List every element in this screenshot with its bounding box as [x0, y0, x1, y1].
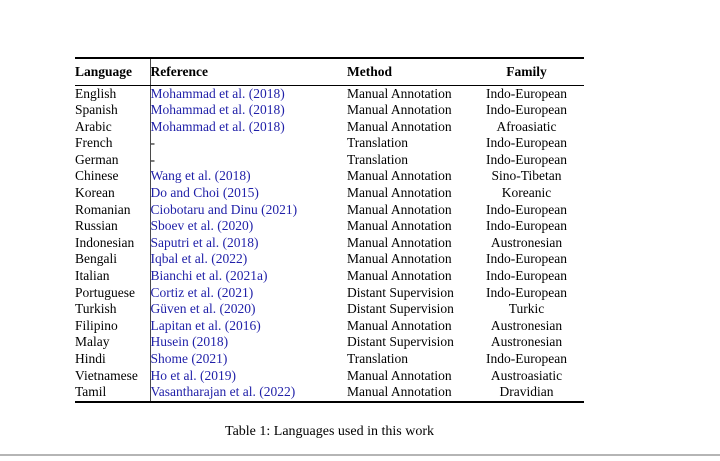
cell-family: Afroasiatic — [496, 118, 557, 134]
cell-method: Manual Annotation — [347, 102, 452, 118]
cell-method: Translation — [347, 151, 409, 167]
cell-family: Indo-European — [486, 102, 567, 118]
cell-language: Indonesian — [75, 234, 135, 250]
cell-method: Manual Annotation — [347, 317, 452, 333]
table-row — [75, 168, 584, 185]
citation-link[interactable]: Ciobotaru and Dinu (2021) — [150, 201, 298, 217]
citation-link[interactable]: Mohammad et al. (2018) — [150, 102, 285, 118]
cell-family: Indo-European — [486, 151, 567, 167]
table-row — [75, 119, 584, 136]
table-body — [75, 85, 584, 402]
cell-family: Austronesian — [490, 234, 563, 250]
column-header-family: Family — [469, 58, 584, 85]
citation-link[interactable]: Mohammad et al. (2018) — [150, 85, 285, 101]
cell-language: Arabic — [75, 118, 112, 134]
cell-method: Manual Annotation — [347, 367, 452, 383]
cell-language: Korean — [75, 185, 115, 201]
cell-reference — [150, 168, 347, 185]
cell-language: Portuguese — [75, 284, 135, 300]
cell-reference — [150, 268, 347, 285]
cell-language: Russian — [75, 218, 118, 234]
cell-language: Tamil — [75, 384, 107, 400]
cell-reference — [150, 251, 347, 268]
cell-family: Sino-Tibetan — [491, 168, 562, 184]
citation-link[interactable]: Bianchi et al. (2021a) — [150, 268, 268, 284]
cell-family: Indo-European — [486, 251, 567, 267]
cell-language: Spanish — [75, 102, 118, 118]
cell-reference — [150, 102, 347, 119]
citation-link[interactable]: Sboev et al. (2020) — [150, 218, 254, 234]
table-row — [75, 251, 584, 268]
cell-language: Romanian — [75, 201, 131, 217]
cell-method: Manual Annotation — [347, 118, 452, 134]
cell-method: Manual Annotation — [347, 268, 452, 284]
table-row — [75, 85, 584, 102]
cell-reference — [150, 318, 347, 335]
table-row — [75, 102, 584, 119]
citation-link[interactable]: Vasantharajan et al. (2022) — [150, 384, 296, 400]
table-row — [75, 202, 584, 219]
cell-language: Hindi — [75, 351, 106, 366]
cell-method: Manual Annotation — [347, 85, 452, 101]
table-row — [75, 185, 584, 202]
cell-family: Indo-European — [486, 85, 567, 101]
citation-link[interactable]: Lapitan et al. (2016) — [150, 317, 261, 333]
table-row — [75, 368, 584, 385]
cell-family: Indo-European — [486, 201, 567, 217]
cell-language: Turkish — [75, 301, 117, 317]
column-header-method: Method — [347, 58, 469, 85]
cell-reference — [150, 218, 347, 235]
cell-method: Manual Annotation — [347, 168, 452, 184]
cell-method: Manual Annotation — [347, 218, 452, 234]
cell-reference — [150, 285, 347, 302]
cell-language: Vietnamese — [75, 367, 138, 383]
cell-family: Dravidian — [499, 384, 554, 400]
cell-family: Indo-European — [486, 284, 567, 300]
cell-language: Malay — [75, 334, 110, 350]
cell-method: Manual Annotation — [347, 234, 452, 250]
cell-reference — [150, 351, 347, 368]
table-row — [75, 285, 584, 302]
cell-family: Koreanic — [501, 185, 552, 201]
citation-link[interactable]: Mohammad et al. (2018) — [150, 118, 285, 134]
citation-link[interactable]: Shome (2021) — [150, 351, 228, 366]
table-row — [75, 301, 584, 318]
cell-method: Manual Annotation — [347, 185, 452, 201]
cell-language: French — [75, 135, 113, 151]
cell-method: Manual Annotation — [347, 201, 452, 217]
cell-language: Filipino — [75, 317, 118, 333]
cell-reference: - — [150, 135, 347, 152]
cell-reference — [150, 202, 347, 219]
cell-reference — [150, 85, 347, 102]
cell-method: Manual Annotation — [347, 251, 452, 267]
cell-method: Distant Supervision — [347, 334, 454, 350]
table-row — [75, 152, 584, 169]
citation-link[interactable]: Güven et al. (2020) — [150, 301, 256, 317]
table-header-row — [75, 58, 584, 85]
citation-link[interactable]: Cortiz et al. (2021) — [150, 284, 254, 300]
table-row — [75, 334, 584, 351]
cell-family: Indo-European — [486, 135, 567, 151]
citation-link[interactable]: Husein (2018) — [150, 334, 229, 350]
table-row — [75, 135, 584, 152]
page-bottom-divider — [0, 454, 720, 456]
cell-method: Translation — [347, 135, 409, 151]
cell-reference — [150, 334, 347, 351]
cell-reference — [150, 301, 347, 318]
column-header-reference: Reference — [150, 58, 347, 85]
column-header-language: Language — [75, 58, 150, 85]
cell-reference — [150, 384, 347, 402]
cell-family: Indo-European — [486, 218, 567, 234]
cell-reference — [150, 119, 347, 136]
citation-link[interactable]: Iqbal et al. (2022) — [150, 251, 248, 267]
cell-language: German — [75, 151, 119, 167]
table-figure — [75, 57, 584, 440]
table-row — [75, 218, 584, 235]
citation-link[interactable]: Do and Choi (2015) — [150, 185, 259, 201]
cell-reference — [150, 185, 347, 202]
table-row — [75, 318, 584, 335]
cell-method: Manual Annotation — [347, 384, 452, 400]
cell-language: English — [75, 85, 117, 101]
citation-link[interactable]: Saputri et al. (2018) — [150, 234, 259, 250]
table-row — [75, 384, 584, 402]
cell-method: Distant Supervision — [347, 301, 454, 317]
cell-language: Chinese — [75, 168, 119, 184]
cell-method: Distant Supervision — [347, 284, 454, 300]
cell-family: Austronesian — [490, 334, 563, 350]
cell-family: Indo-European — [486, 351, 567, 366]
cell-family: Austroasiatic — [490, 367, 563, 383]
cell-reference — [150, 235, 347, 252]
table-row — [75, 351, 584, 368]
table-row — [75, 268, 584, 285]
cell-family: Indo-European — [486, 268, 567, 284]
cell-language: Italian — [75, 268, 110, 284]
languages-table — [75, 57, 584, 403]
citation-link[interactable]: Ho et al. (2019) — [150, 367, 236, 383]
cell-method: Translation — [347, 351, 409, 366]
cell-language: Bengali — [75, 251, 117, 267]
cell-family: Austronesian — [490, 317, 563, 333]
citation-link[interactable]: Wang et al. (2018) — [150, 168, 251, 184]
cell-reference — [150, 368, 347, 385]
cell-family: Turkic — [508, 301, 545, 317]
cell-reference: - — [150, 152, 347, 169]
table-row — [75, 235, 584, 252]
table-caption: Table 1: Languages used in this work — [225, 423, 434, 439]
